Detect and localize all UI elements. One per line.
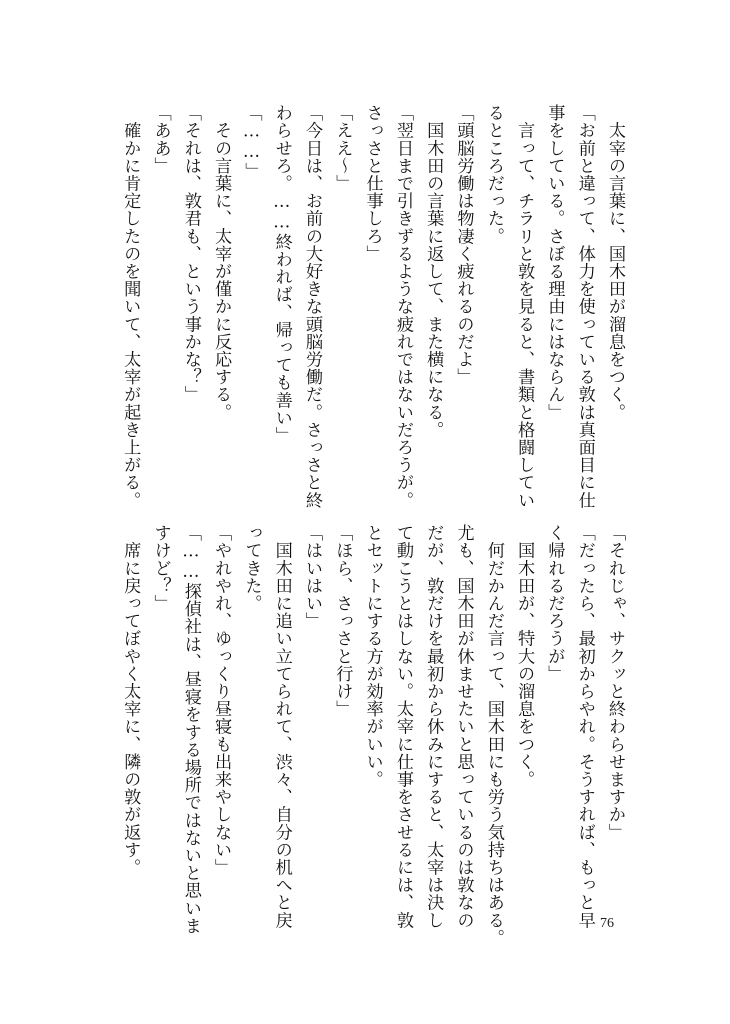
text-line: 「……探偵社は、昼寝をする場所ではないと思いま [180,524,201,935]
text-line: 「それは、敦君も、という事かな？」 [180,104,201,404]
text-line: だが、敦だけを最初から休みにすると、太宰は決し [423,524,444,929]
text-line: 確かに肯定したのを聞いて、太宰が起き上がる。 [120,104,141,509]
text-line: 「それじゃ、サクッと終わらせますか」 [605,524,625,841]
text-line: 「はいはい」 [302,524,323,630]
text-line: るところだった。 [483,104,504,245]
text-line: て動こうとはしない。太宰に仕事をさせるには、敦 [392,524,413,929]
text-line: 「やれやれ、ゆっくり昼寝も出来やしない」 [211,524,232,876]
text-line: 国木田の言葉に返して、また横になる。 [423,104,444,439]
text-line: 太宰の言葉に、国木田が溜息をつく。 [605,104,625,421]
text-line: 「……」 [241,104,262,180]
text-line: 「翌日まで引きずるような疲れではないだろうが。 [392,104,413,509]
text-line: 席に戻ってぼやく太宰に、隣の敦が返す。 [120,524,141,876]
text-line: 何だかんだ言って、国木田にも労う気持ちはある。 [483,524,504,947]
text-line: 国木田が、特大の溜息をつく。 [514,524,535,788]
text-line: 「ほら、さっさと行け」 [332,524,353,718]
text-line: わらせろ。……終われば、帰っても善い」 [271,104,292,444]
text-line: く帰れるだろうが」 [544,524,565,683]
text-line: 尤も、国木田が休ませたいと思っているのは敦なの [453,524,474,929]
text-line: その言葉に、太宰が僅かに反応する。 [211,104,232,421]
text-line: 言って、チラリと敦を見ると、書類と格闘してい [514,104,535,509]
text-line: 「ええ〜」 [332,104,353,192]
page-number: 76 [600,916,614,931]
text-block-upper [120,104,630,509]
text-line: とセットにする方が効率がいい。 [362,524,383,788]
text-line: 事をしている。さぼる理由にはならん」 [544,104,565,421]
text-line: さっさと仕事しろ」 [362,104,383,263]
text-line: 「頭脳労働は物凄く疲れるのだよ」 [453,104,474,386]
text-line: 「ああ」 [150,104,171,175]
text-line: すけど？」 [150,524,171,612]
text-line: 「だったら、最初からやれ。そうすれば、もっと早 [574,524,595,929]
text-line: 「今日は、お前の大好きな頭脳労働だ。さっさと終 [302,104,323,509]
text-line: 国木田に追い立てられて、渋々、自分の机へと戻 [271,524,292,929]
text-line: ってきた。 [241,524,262,612]
text-line: 「お前と違って、体力を使っている敦は真面目に仕 [574,104,595,509]
